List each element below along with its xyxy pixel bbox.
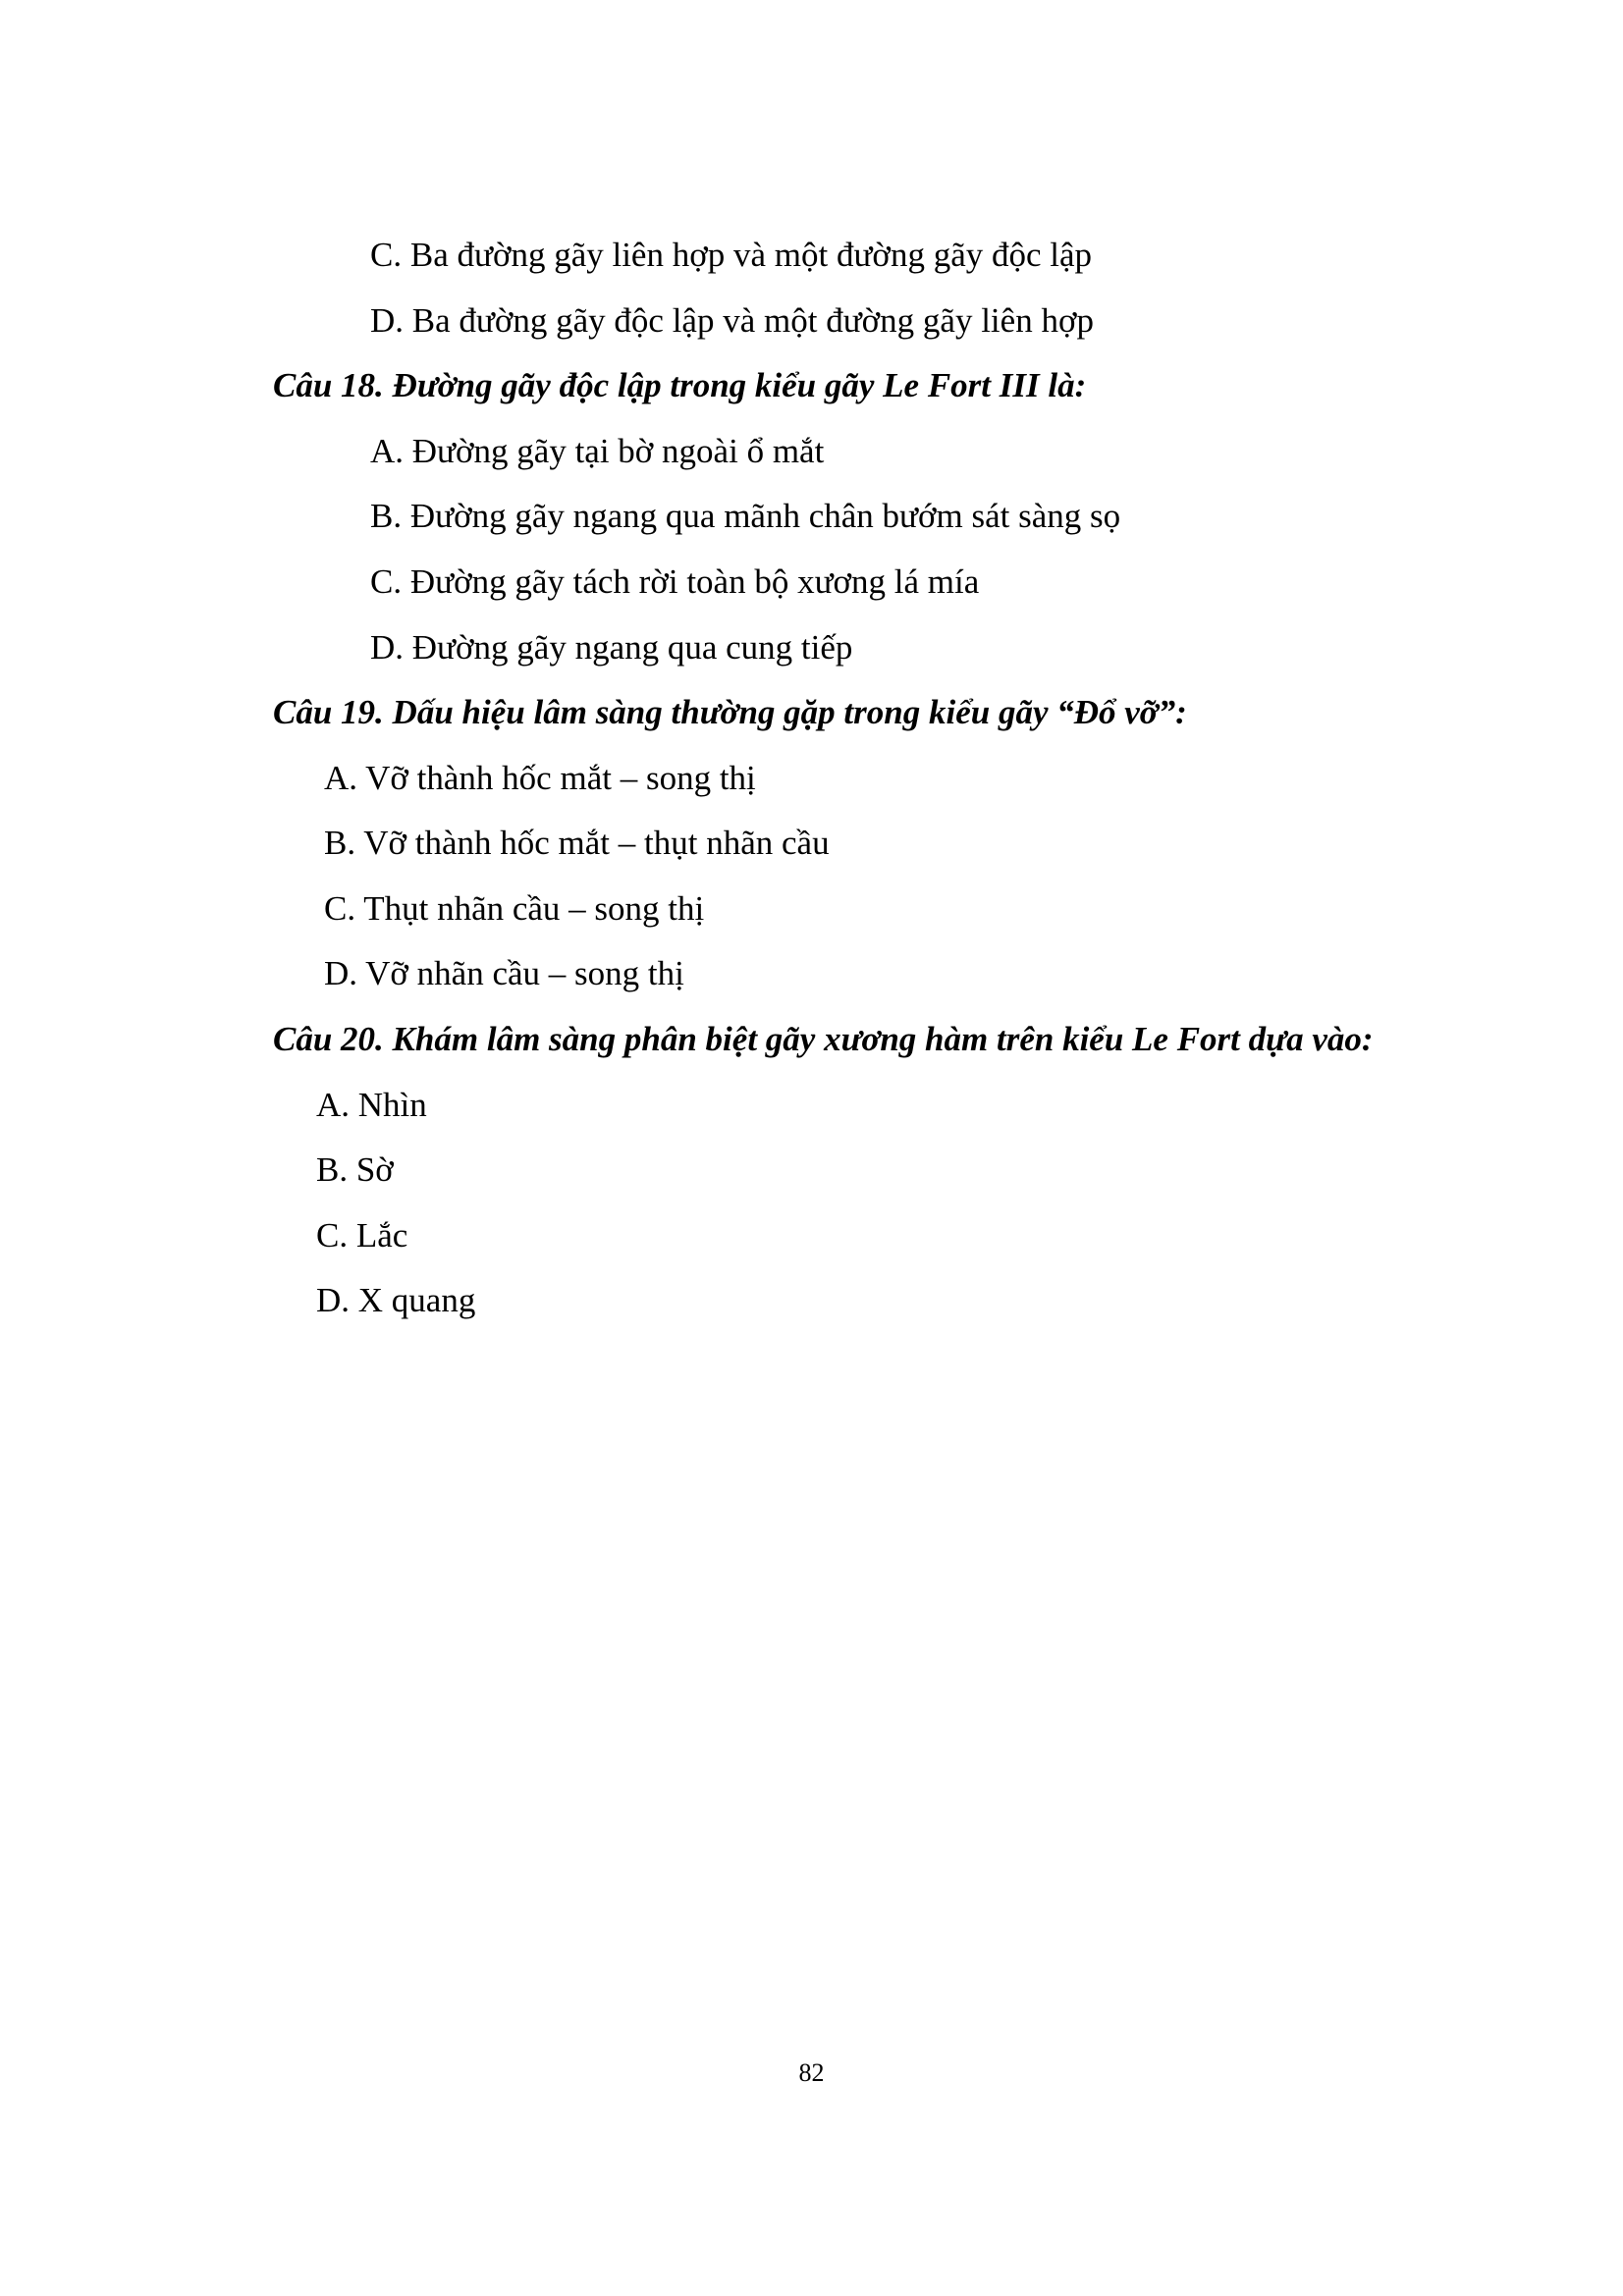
question-19: Câu 19. Dấu hiệu lâm sàng thường gặp trong kiểu gãy “Đổ vỡ”: bbox=[273, 693, 1187, 731]
question-20: Câu 20. Khám lâm sàng phân biệt gãy xương hàm trên kiểu Le Fort dựa vào: bbox=[273, 1020, 1374, 1058]
q18-option-b: B. Đường gãy ngang qua mãnh chân bướm sát sàng sọ bbox=[370, 497, 1121, 535]
q20-option-a: A. Nhìn bbox=[316, 1086, 427, 1124]
q19-option-a: A. Vỡ thành hốc mắt – song thị bbox=[324, 759, 756, 797]
q18-option-d: D. Đường gãy ngang qua cung tiếp bbox=[370, 628, 853, 667]
q19-option-c: C. Thụt nhãn cầu – song thị bbox=[324, 889, 705, 928]
q20-option-b: B. Sờ bbox=[316, 1150, 394, 1189]
q19-option-d: D. Vỡ nhãn cầu – song thị bbox=[324, 954, 684, 992]
q20-option-d: D. X quang bbox=[316, 1281, 476, 1319]
q20-option-c: C. Lắc bbox=[316, 1216, 408, 1255]
q18-option-a: A. Đường gãy tại bờ ngoài ổ mắt bbox=[370, 432, 825, 470]
q17-option-d: D. Ba đường gãy độc lập và một đường gãy liên hợp bbox=[370, 301, 1094, 340]
question-18: Câu 18. Đường gãy độc lập trong kiểu gãy Le Fort III là: bbox=[273, 366, 1087, 404]
q17-option-c: C. Ba đường gãy liên hợp và một đường gãy độc lập bbox=[370, 236, 1093, 274]
q18-option-c: C. Đường gãy tách rời toàn bộ xương lá mía bbox=[370, 562, 980, 601]
q19-option-b: B. Vỡ thành hốc mắt – thụt nhãn cầu bbox=[324, 824, 830, 862]
page-number: 82 bbox=[798, 2058, 825, 2087]
